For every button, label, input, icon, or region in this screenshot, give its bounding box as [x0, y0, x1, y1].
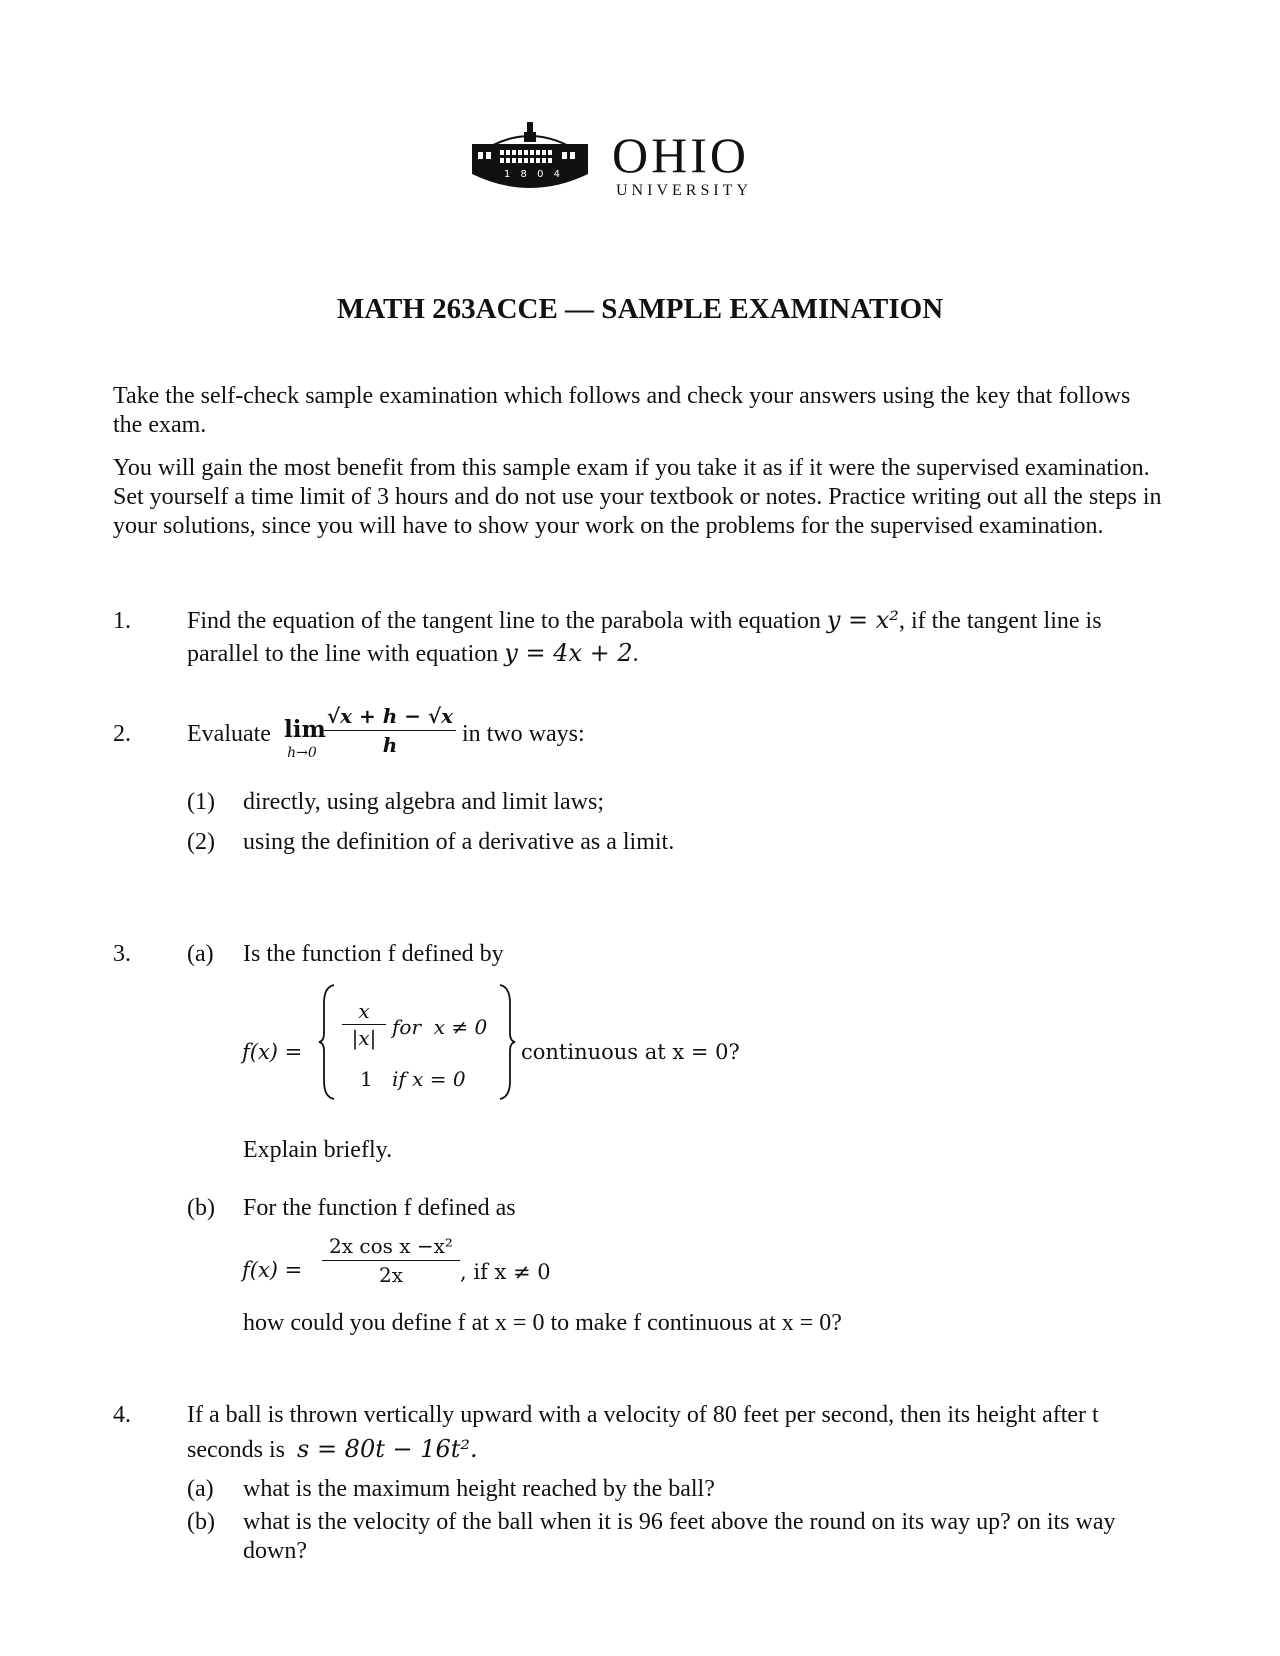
q3a-explain: Explain briefly.: [243, 1137, 393, 1163]
logo-subtitle: UNIVERSITY: [616, 182, 752, 199]
building-seal-icon: [470, 120, 590, 198]
q3b-condition: , if x ≠ 0: [460, 1260, 551, 1284]
q3a-case1-fraction: [342, 998, 386, 1051]
question-number: 2.: [113, 721, 131, 747]
q1-parabola-equation: y = x²: [826, 606, 899, 634]
q4-text: seconds is: [187, 1437, 285, 1463]
q3b-text: For the function f defined as: [243, 1195, 516, 1221]
seal-year: [504, 168, 560, 182]
q3b-fraction: [322, 1232, 460, 1289]
seal-year-digit: 0: [537, 169, 544, 180]
q4-height-equation: s = 80t − 16t².: [297, 1435, 478, 1463]
logo-wordmark: OHIO: [612, 127, 749, 183]
question-1-line-2: [187, 639, 639, 669]
question-1-line-1: [187, 606, 1187, 636]
q1-text: parallel to the line with equation: [187, 641, 499, 667]
q3a-label: (a): [187, 941, 214, 967]
q2-lim-subscript: h→0: [287, 745, 317, 761]
q4-item-text: what is the velocity of the ball when it is 96 feet above the round on its way up? on its way down?: [243, 1509, 1116, 1564]
q4-item-label: (a): [187, 1476, 214, 1502]
q3a-text: Is the function f defined by: [243, 941, 504, 967]
q3b-question: how could you define f at x = 0 to make f continuous at x = 0?: [243, 1310, 842, 1336]
q2-numerator: √x + h − √x: [326, 704, 454, 728]
right-brace-icon: [496, 983, 516, 1101]
q1-text: Find the equation of the tangent line to the parabola with equation: [187, 608, 821, 634]
q1-line-equation: y = 4x + 2: [504, 639, 633, 667]
q2-tail: in two ways:: [462, 721, 585, 747]
q4-item-label: (b): [187, 1509, 215, 1535]
q3a-case2-condition: if x = 0: [392, 1067, 466, 1091]
q3a-continuity-question: continuous at x = 0?: [521, 1040, 740, 1064]
q3a-case1-numerator: x: [358, 999, 370, 1023]
q3b-numerator: 2x cos x −x²: [329, 1234, 453, 1258]
university-logo: [470, 120, 780, 200]
q2-item-text: using the definition of a derivative as a limit.: [243, 829, 675, 855]
q2-item-text: directly, using algebra and limit laws;: [243, 789, 605, 815]
seal-year-digit: 4: [553, 169, 560, 180]
q1-text: .: [632, 641, 639, 667]
intro-paragraph-1: Take the self-check sample examination which follows and check your answers using the key that follows the exam.: [113, 383, 1131, 438]
q3b-label: (b): [187, 1195, 215, 1221]
q3a-case1-denominator: |x|: [351, 1026, 377, 1050]
q3b-denominator: 2x: [378, 1263, 403, 1287]
q4-item-text: what is the maximum height reached by the ball?: [243, 1476, 715, 1502]
q3a-fx: f(x) =: [242, 1040, 303, 1064]
q4-text-line-1: If a ball is thrown vertically upward with a velocity of 80 feet per second, then its height after t: [187, 1402, 1099, 1428]
intro-paragraph-2: You will gain the most benefit from this sample exam if you take it as if it were the supervised examination. Set yourself a time limit of 3 hours and do not use your textbook or notes. Practice writing out all the steps in your solutions, since you will have to show your work on the problems for the supervised examination.: [113, 455, 1162, 539]
q3a-case2-value: 1: [360, 1067, 373, 1091]
question-number: 1.: [113, 608, 131, 634]
q3b-fx: f(x) =: [242, 1258, 303, 1282]
question-number: 3.: [113, 941, 131, 967]
q4-text-line-2: [187, 1435, 478, 1465]
q2-item-label: (2): [187, 829, 215, 855]
seal-year-digit: 8: [520, 169, 527, 180]
q3a-case1-condition: for x ≠ 0: [392, 1015, 488, 1039]
q2-fraction: [324, 702, 456, 759]
q2-evaluate: Evaluate: [187, 721, 271, 747]
q2-lim: lim: [284, 716, 326, 743]
q1-text: , if the tangent line is: [898, 608, 1102, 634]
q2-limit: [284, 716, 326, 762]
left-brace-icon: [318, 983, 338, 1101]
seal-year-digit: 1: [504, 169, 511, 180]
q2-item-label: (1): [187, 789, 215, 815]
q2-denominator: h: [382, 733, 398, 757]
page-title: MATH 263ACCE — SAMPLE EXAMINATION: [336, 293, 944, 325]
question-number: 4.: [113, 1402, 131, 1428]
